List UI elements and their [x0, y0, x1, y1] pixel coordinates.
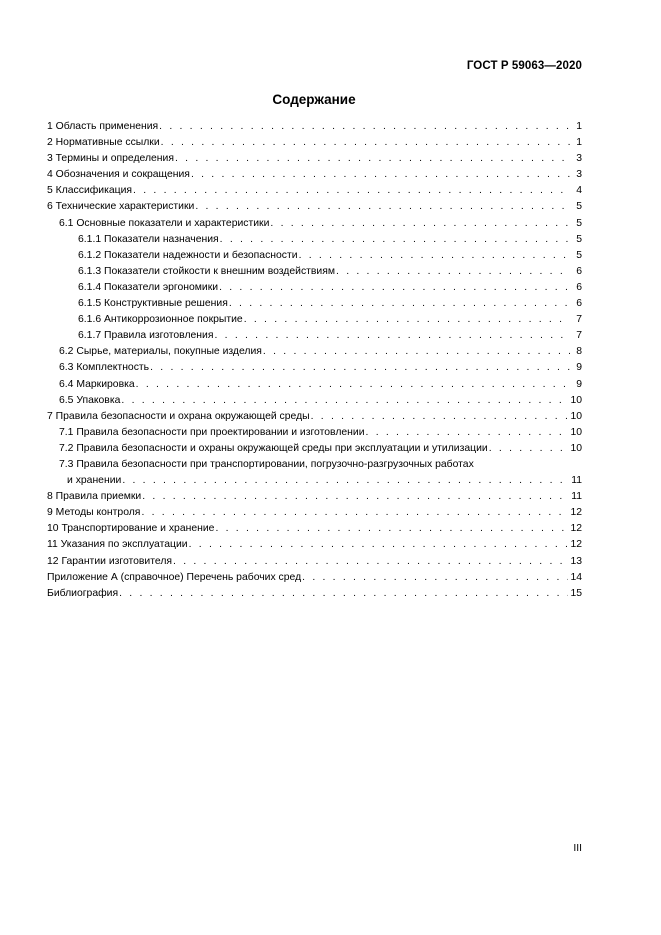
toc-entry-label: 5 Классификация	[47, 185, 133, 197]
toc-entry[interactable]	[47, 248, 582, 264]
toc-entry[interactable]	[47, 151, 582, 167]
toc-entry-label: 8 Правила приемки	[47, 491, 142, 503]
toc-entry-label-continuation: и хранении	[67, 475, 122, 487]
toc-leader-dots	[159, 119, 570, 135]
toc-entry-page: 6	[576, 298, 582, 310]
toc-entry-page: 11	[571, 475, 582, 487]
toc-entry-label: 6.3 Комплектность	[59, 362, 150, 374]
toc-entry-page: 5	[576, 217, 582, 229]
toc-entry[interactable]	[47, 328, 582, 344]
toc-leader-dots	[336, 264, 570, 280]
toc-leader-dots	[489, 441, 569, 457]
toc-entry-label: 7 Правила безопасности и охрана окружающей среды	[47, 410, 310, 422]
toc-entry-label: 1 Область применения	[47, 121, 159, 132]
toc-entry-label: 6.1.7 Правила изготовления	[78, 330, 214, 342]
toc-leader-dots	[121, 393, 568, 409]
toc-entry-page: 6	[576, 281, 582, 293]
toc-entry-label: 6.1.2 Показатели надежности и безопасности	[78, 249, 298, 261]
toc-entry[interactable]	[47, 183, 582, 199]
toc-entry-page: 11	[571, 491, 582, 503]
toc-entry-label: 10 Транспортирование и хранение	[47, 523, 215, 535]
toc-entry-page: 3	[576, 153, 582, 165]
toc-entry-page: 8	[576, 346, 582, 358]
toc-entry-page: 5	[576, 201, 582, 213]
toc-leader-dots	[214, 328, 570, 344]
toc-leader-dots	[191, 167, 570, 183]
toc-leader-dots	[215, 521, 568, 537]
toc-leader-dots	[229, 296, 570, 312]
toc-entry-page: 3	[576, 169, 582, 181]
toc-entry-page: 7	[576, 330, 582, 342]
toc-entry[interactable]	[47, 393, 582, 409]
toc-leader-dots	[195, 199, 570, 215]
toc-entry-page: 10	[570, 442, 582, 454]
toc-leader-dots	[302, 570, 568, 586]
toc-entry[interactable]	[47, 135, 582, 151]
toc-entry[interactable]	[47, 312, 582, 328]
toc-leader-dots	[175, 151, 570, 167]
toc-leader-dots	[119, 586, 568, 602]
toc-entry[interactable]	[47, 409, 582, 425]
toc-leader-dots	[220, 232, 570, 248]
toc-entry-page: 7	[576, 314, 582, 326]
toc-entry-label: 6.1.5 Конструктивные решения	[78, 298, 228, 310]
toc-entry[interactable]	[47, 344, 582, 360]
toc-leader-dots	[141, 505, 568, 521]
toc-leader-dots	[244, 312, 570, 328]
toc-entry-label: 11 Указания по эксплуатации	[47, 539, 188, 551]
toc-entry-label: 6.1.1 Показатели назначения	[78, 233, 219, 245]
toc-entry[interactable]	[47, 570, 582, 586]
document-code: ГОСТ Р 59063—2020	[466, 60, 582, 72]
toc-entry-page: 10	[570, 394, 582, 406]
toc-entry-label: 7.2 Правила безопасности и охраны окружающей среды при эксплуатации и утилизации	[59, 442, 488, 454]
page-number: III	[573, 843, 582, 854]
toc-entry-label: 7.3 Правила безопасности при транспортировании, погрузочно-разгрузочных работах	[59, 458, 474, 470]
toc-entry-page: 5	[576, 249, 582, 261]
toc-entry-label: Библиография	[47, 587, 119, 599]
toc-entry-page: 9	[576, 362, 582, 374]
toc-entry-label: 2 Нормативные ссылки	[47, 137, 160, 149]
toc-entry-page: 1	[576, 137, 582, 149]
toc-entry-label: 4 Обозначения и сокращения	[47, 169, 190, 181]
toc-entry[interactable]	[47, 199, 582, 215]
toc-entry-label: 3 Термины и определения	[47, 153, 174, 165]
toc-leader-dots	[133, 183, 570, 199]
toc-entry-label: 12 Гарантии изготовителя	[47, 555, 173, 567]
toc-entry-label: 6.5 Упаковка	[59, 394, 121, 406]
toc-entry-label: 7.1 Правила безопасности при проектировании и изготовлении	[59, 426, 365, 438]
toc-entry-page: 5	[576, 233, 582, 245]
toc-leader-dots	[270, 216, 570, 232]
toc-entry[interactable]	[47, 167, 582, 183]
toc-entry-page: 4	[576, 185, 582, 197]
toc-leader-dots	[136, 377, 570, 393]
toc-entry-label: 6.1 Основные показатели и характеристики	[59, 217, 270, 229]
toc-leader-dots	[142, 489, 569, 505]
toc-entry[interactable]	[47, 505, 582, 521]
toc-entry[interactable]	[47, 296, 582, 312]
toc-entry[interactable]	[47, 537, 582, 553]
toc-entry-label: 9 Методы контроля	[47, 507, 141, 519]
toc-entry-page: 10	[570, 410, 582, 422]
toc-leader-dots	[366, 425, 569, 441]
toc-entry-label: 6.1.3 Показатели стойкости к внешним воздействиям	[78, 265, 336, 277]
toc-entry[interactable]	[47, 441, 582, 457]
toc-entry[interactable]	[47, 489, 582, 505]
toc-entry-page: 12	[570, 539, 582, 551]
toc-entry-page: 12	[570, 507, 582, 519]
toc-entry-label: 6.4 Маркировка	[59, 378, 135, 390]
toc-entry-page: 15	[570, 587, 582, 599]
toc-entry[interactable]	[47, 280, 582, 296]
toc-entry-label: 6.1.4 Показатели эргономики	[78, 281, 219, 293]
toc-entry-page: 13	[570, 555, 582, 567]
toc-entry[interactable]	[47, 216, 582, 232]
toc-leader-dots	[311, 409, 569, 425]
toc-leader-dots	[150, 360, 570, 376]
toc-entry[interactable]	[47, 554, 582, 570]
toc-entry-page: 1	[576, 121, 582, 132]
toc-entry[interactable]	[47, 232, 582, 248]
toc-leader-dots	[299, 248, 570, 264]
toc-entry[interactable]	[47, 521, 582, 537]
toc-entry[interactable]	[47, 586, 582, 602]
toc-entry[interactable]	[47, 425, 582, 441]
toc-entry-label: Приложение А (справочное) Перечень рабочих сред	[47, 571, 302, 583]
toc-entry[interactable]	[47, 377, 582, 393]
toc-entry-page: 10	[570, 426, 582, 438]
toc-leader-dots	[219, 280, 570, 296]
toc-leader-dots	[189, 537, 569, 553]
toc-entry-label: 6.1.6 Антикоррозионное покрытие	[78, 314, 243, 326]
toc-entry-page: 6	[576, 265, 582, 277]
toc-entry-page: 9	[576, 378, 582, 390]
toc-leader-dots	[263, 344, 570, 360]
toc-entry[interactable]	[47, 457, 582, 489]
toc-entry[interactable]	[47, 360, 582, 376]
page-title: Содержание	[272, 92, 356, 107]
toc-entry-label: 6 Технические характеристики	[47, 201, 195, 213]
toc-entry-page: 14	[570, 571, 582, 583]
toc-leader-dots	[173, 554, 568, 570]
toc-entry-label: 6.2 Сырье, материалы, покупные изделия	[59, 346, 262, 358]
toc-entry-page: 12	[570, 523, 582, 535]
toc-leader-dots	[161, 135, 570, 151]
toc-entry[interactable]	[47, 119, 582, 135]
toc-leader-dots	[122, 473, 569, 489]
toc-entry[interactable]	[47, 264, 582, 280]
table-of-contents	[47, 119, 582, 602]
